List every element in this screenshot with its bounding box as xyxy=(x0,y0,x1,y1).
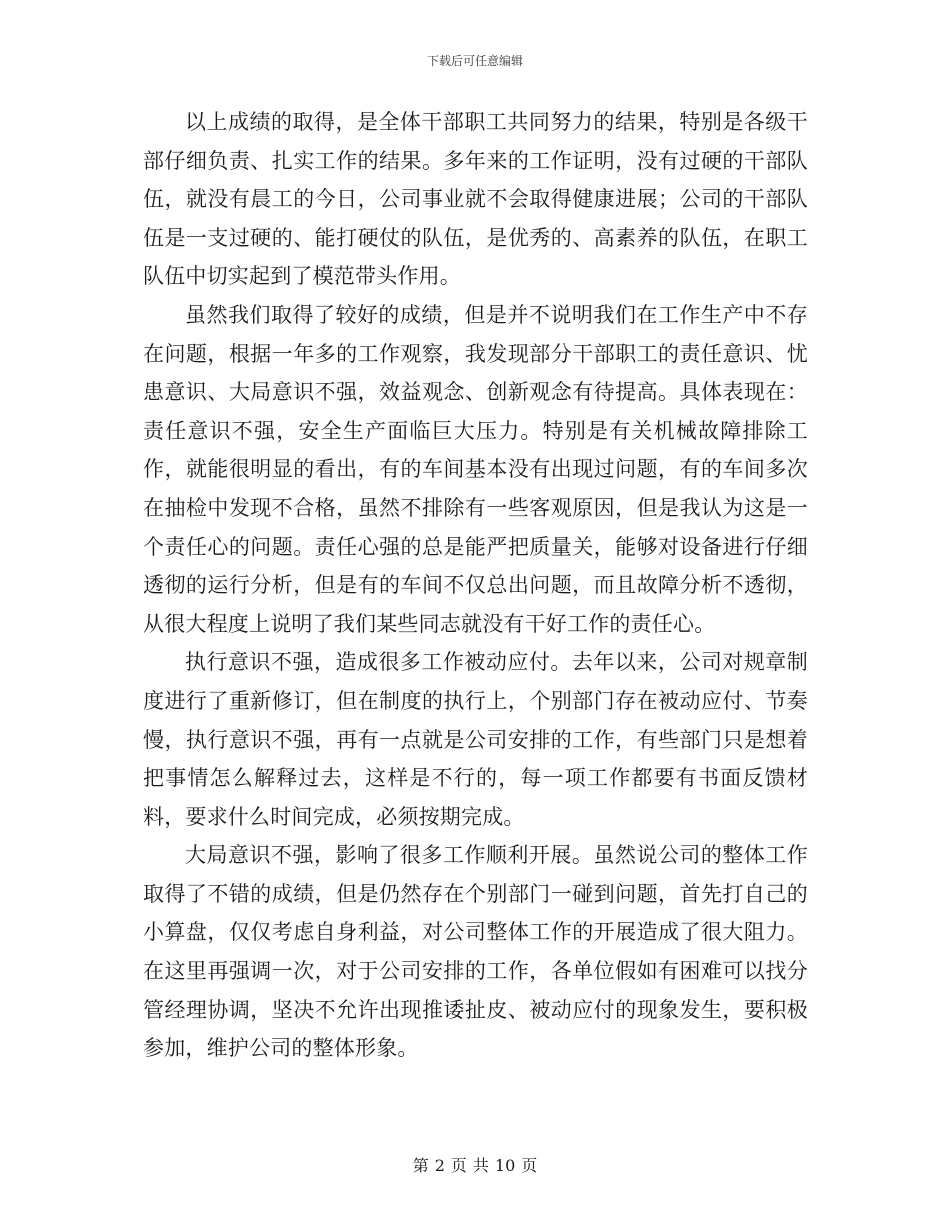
footer-total-pages: 10 xyxy=(494,1156,516,1175)
paragraph-4: 大局意识不强，影响了很多工作顺利开展。虽然说公司的整体工作取得了不错的成绩，但是仍然存在个别部门一碰到问题，首先打自己的小算盘，仅仅考虑自身利益，对公司整体工作的开展造成了很大阻力。在这里再强调一次，对于公司安排的工作，各单位假如有困难可以找分管经理协调，坚决不允许出现推诿扯皮、被动应付的现象发生，要积极参加，维护公司的整体形象。 xyxy=(143,843,808,1061)
footer-total-word: 共 xyxy=(472,1156,489,1175)
page-footer xyxy=(0,1153,950,1176)
paragraph-1: 以上成绩的取得，是全体干部职工共同努力的结果，特别是各级干部仔细负责、扎实工作的结果。多年来的工作证明，没有过硬的干部队伍，就没有晨工的今日，公司事业就不会取得健康进展；公司的干部队伍是一支过硬的、能打硬仗的队伍，是优秀的、高素养的队伍，在职工队伍中切实起到了模范带头作用。 xyxy=(143,110,808,289)
footer-suffix: 页 xyxy=(521,1156,538,1175)
footer-prefix: 第 xyxy=(412,1156,429,1175)
page-header: 下载后可任意编辑 xyxy=(426,54,523,68)
document-body xyxy=(143,103,808,1068)
paragraph-3: 执行意识不强，造成很多工作被动应付。去年以来，公司对规章制度进行了重新修订，但在制度的执行上，个别部门存在被动应付、节奏慢，执行意识不强，再有一点就是公司安排的工作，有些部门只是想着把事情怎么解释过去，这样是不行的，每一项工作都要有书面反馈材料，要求什么时间完成，必须按期完成。 xyxy=(143,650,808,829)
footer-page-word: 页 xyxy=(450,1156,467,1175)
footer-current-page: 2 xyxy=(434,1156,445,1175)
paragraph-2: 虽然我们取得了较好的成绩，但是并不说明我们在工作生产中不存在问题，根据一年多的工作观察，我发现部分干部职工的责任意识、忧患意识、大局意识不强，效益观念、创新观念有待提高。具体表现在：责任意识不强，安全生产面临巨大压力。特别是有关机械故障排除工作，就能很明显的看出，有的车间基本没有出现过问题，有的车间多次在抽检中发现不合格，虽然不排除有一些客观原因，但是我认为这是一个责任心的问题。责任心强的总是能严把质量关，能够对设备进行仔细透彻的运行分析，但是有的车间不仅总出问题，而且故障分析不透彻，从很大程度上说明了我们某些同志就没有干好工作的责任心。 xyxy=(143,302,808,636)
